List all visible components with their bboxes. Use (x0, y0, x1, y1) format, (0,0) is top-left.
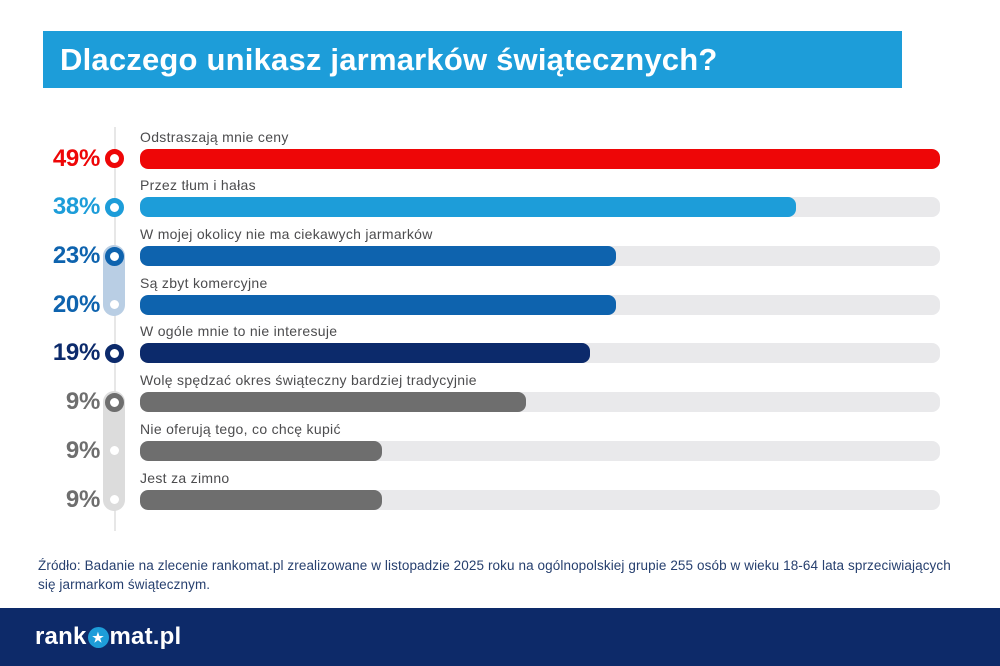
bar-chart (0, 125, 1000, 521)
value-label: 49% (52, 144, 100, 172)
chart-row (0, 125, 1000, 174)
bar (140, 392, 526, 412)
bar-track (140, 392, 940, 412)
bar (140, 197, 796, 217)
value-label: 19% (52, 339, 100, 367)
bar-track (140, 295, 940, 315)
timeline-marker-icon (105, 198, 124, 217)
bar-group (129, 177, 1000, 222)
bar (140, 490, 382, 510)
timeline-marker-icon (105, 344, 124, 363)
category-label: Są zbyt komercyjne (140, 274, 268, 291)
category-label: Przez tłum i hałas (140, 177, 256, 194)
bar-group (129, 129, 1000, 174)
marker-column (100, 198, 129, 223)
value-label: 9% (65, 388, 100, 416)
category-label: Jest za zimno (140, 469, 230, 486)
marker-column (100, 247, 129, 272)
chart-row (0, 222, 1000, 271)
bar-track (140, 490, 940, 510)
bar (140, 246, 616, 266)
category-label: W ogóle mnie to nie interesuje (140, 323, 338, 340)
timeline-marker-icon (105, 247, 124, 266)
timeline-marker-icon (105, 393, 124, 412)
marker-column (100, 300, 129, 320)
value-label: 9% (65, 485, 100, 513)
value-label: 38% (52, 193, 100, 221)
chart-title-banner (43, 31, 902, 88)
bar-group (129, 470, 1000, 515)
bar-track (140, 441, 940, 461)
chart-row (0, 320, 1000, 369)
footer-brand-bar (0, 608, 1000, 666)
bar-track (140, 343, 940, 363)
bar-group (129, 372, 1000, 417)
marker-column (100, 446, 129, 466)
category-label: Wolę spędzać okres świąteczny bardziej tradycyjnie (140, 372, 477, 389)
bar (140, 295, 616, 315)
logo-text-suffix: mat.pl (109, 623, 182, 650)
bar-group (129, 323, 1000, 368)
chart-row (0, 466, 1000, 515)
page-title: Dlaczego unikasz jarmarków świątecznych? (60, 41, 718, 77)
timeline-dot-icon (110, 495, 119, 504)
chart-row (0, 368, 1000, 417)
bar-track (140, 246, 940, 266)
logo-text-prefix: rank (35, 623, 87, 650)
marker-column (100, 495, 129, 515)
category-label: Nie oferują tego, co chcę kupić (140, 420, 341, 437)
category-label: W mojej okolicy nie ma ciekawych jarmarków (140, 226, 433, 243)
bar-group (129, 421, 1000, 466)
marker-column (100, 344, 129, 369)
value-label: 9% (65, 436, 100, 464)
category-label: Odstraszają mnie ceny (140, 128, 289, 145)
bar-track (140, 149, 940, 169)
source-note: Źródło: Badanie na zlecenie rankomat.pl zrealizowane w listopadzie 2025 roku na ogólnopolskiej grupie 255 osób w wieku 18-64 lata sprzeciwiających się jarmarkom świątecznym. (38, 558, 951, 592)
timeline-marker-icon (105, 149, 124, 168)
value-label: 20% (52, 290, 100, 318)
bar-group (129, 275, 1000, 320)
bar (140, 343, 590, 363)
marker-column (100, 149, 129, 174)
timeline-dot-icon (110, 300, 119, 309)
bar-track (140, 197, 940, 217)
marker-column (100, 393, 129, 418)
bar (140, 149, 940, 169)
chart-row (0, 417, 1000, 466)
bar-group (129, 226, 1000, 271)
chart-row (0, 271, 1000, 320)
bar (140, 441, 382, 461)
rankomat-logo (35, 623, 181, 651)
value-label: 23% (52, 242, 100, 270)
timeline-dot-icon (110, 446, 119, 455)
chart-row (0, 174, 1000, 223)
star-icon: ★ (88, 627, 109, 648)
